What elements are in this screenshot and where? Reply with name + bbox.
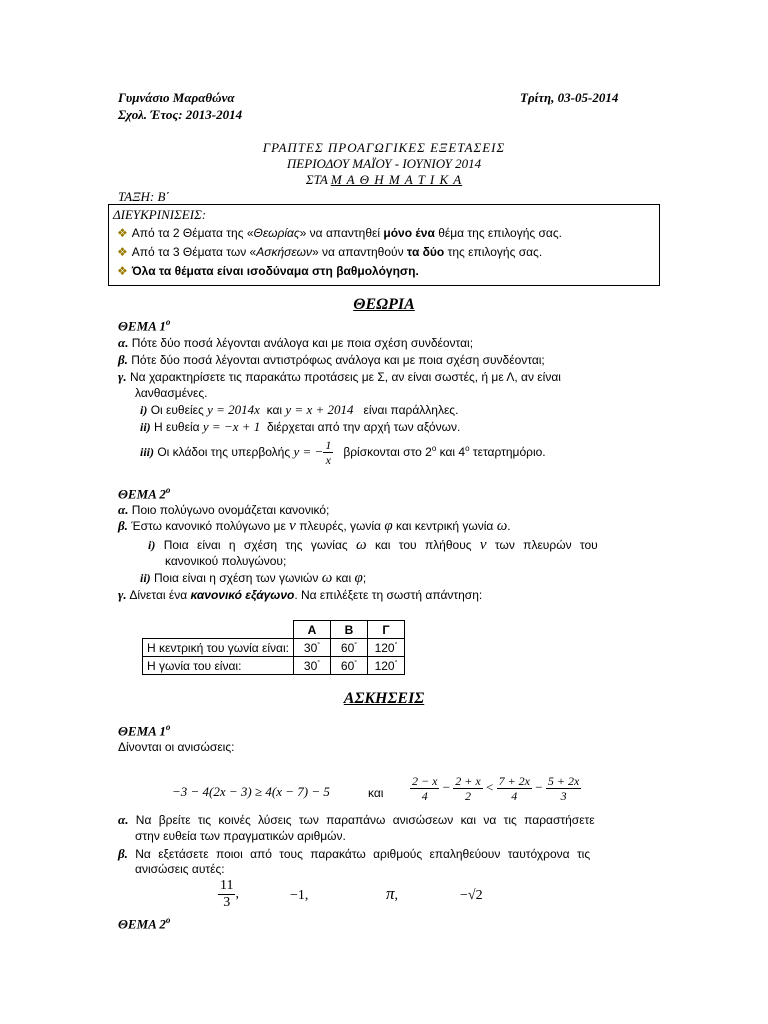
degree-sign: ° <box>394 659 398 667</box>
theory-q2-b-pre: Έστω κανονικό πολύγωνο με <box>131 519 286 533</box>
theory-q2-sup: ο <box>165 485 171 495</box>
theory-q1-i-eq1: y = 2014x <box>207 402 260 417</box>
fraction-numerator: 7 + 2x <box>498 774 530 788</box>
class-label: ΤΑΞΗ: Β΄ <box>118 189 170 204</box>
omega-symbol: ω <box>496 518 508 534</box>
theory-q1-iii-eq: y = − <box>293 444 324 459</box>
theory-q1-i-mid: και <box>266 403 283 417</box>
theory-q2-a-text: Ποιο πολύγωνο ονομάζεται κανονικό; <box>131 503 330 517</box>
fraction-denominator: x <box>325 453 331 468</box>
fraction-denominator: 2 <box>465 789 471 803</box>
fraction-1 <box>410 774 439 803</box>
table-row <box>143 639 405 657</box>
degree-sign: ° <box>317 659 321 667</box>
theory-q2-ii <box>140 570 366 587</box>
fraction-numerator: 11 <box>220 878 234 893</box>
cell-value: 60 <box>340 658 355 673</box>
theory-heading: ΘΕΩΡΙΑ <box>353 296 415 313</box>
sup-1: ο <box>431 444 437 453</box>
exercise-q1-intro: Δίνονται οι ανισώσεις: <box>118 740 235 754</box>
instruction-item-3 <box>117 264 419 278</box>
exercise-q1-a <box>118 812 595 828</box>
title-line3 <box>0 172 768 188</box>
instructions-title: ΔΙΕΥΚΡΙΝΙΣΕΙΣ: <box>113 207 207 222</box>
instruction-item-2 <box>117 245 542 259</box>
theory-q1-a-text: Πότε δύο ποσά λέγονται ανάλογα και με ποια σχέση συνδέονται; <box>131 336 474 350</box>
theory-q2-ii-mid: και <box>335 571 352 585</box>
title-line1: ΓΡΑΠΤΕΣ ΠΡΟΑΓΩΓΙΚΕΣ ΕΞΕΤΑΣΕΙΣ <box>262 140 506 155</box>
table-corner <box>143 621 294 639</box>
omega-symbol: ω <box>321 570 333 586</box>
inequality-and: και <box>368 786 384 800</box>
exercises-heading: ΑΣΚΗΣΕΙΣ <box>343 690 425 707</box>
theory-q2-b-mid2: και κεντρική γωνία <box>395 519 494 533</box>
fraction-numerator: 1 <box>325 438 332 453</box>
omega-symbol: ω <box>356 537 367 553</box>
degree-sign: ° <box>354 659 358 667</box>
cell-value: 60 <box>340 640 355 655</box>
diamond-bullet-icon: ❖ <box>117 226 128 240</box>
theory-q1-i <box>140 402 458 418</box>
theory-q2-b-mid: πλευρές, γωνία <box>299 519 381 533</box>
instruction-1-c: » να απαντηθεί <box>299 226 384 240</box>
theory-q2-i-label: i) <box>148 538 156 552</box>
table-cell <box>331 639 368 657</box>
theory-q2-b-label: β. <box>118 518 128 533</box>
theory-q1-i-label: i) <box>140 403 148 417</box>
theory-q1-ii-eq: y = −x + 1 <box>202 419 261 434</box>
title-line3-prefix: ΣΤΑ <box>305 172 331 187</box>
degree-sign: ° <box>394 641 398 649</box>
theory-q1-iii <box>140 434 546 467</box>
fraction-denominator: 3 <box>560 789 567 803</box>
table-cell <box>368 639 405 657</box>
theory-q1-c <box>118 369 561 385</box>
theory-q1-a-label: α. <box>118 335 129 350</box>
hyperbola-fraction <box>323 438 333 467</box>
theory-q1-i-pre: Οι ευθείες <box>150 403 204 417</box>
theory-q2-c-pre: Δίνεται ένα <box>129 588 188 602</box>
theory-q2-i-mid: και του πλήθους <box>374 538 472 552</box>
theory-q2-a <box>118 502 329 518</box>
fraction-2 <box>453 774 482 803</box>
instruction-1-e: θέμα της επιλογής σας. <box>434 226 562 240</box>
question-mark: ; <box>362 571 367 585</box>
theory-q1-c-label: γ. <box>118 369 127 384</box>
table-row <box>143 657 405 675</box>
fraction-numerator: 5 + 2x <box>547 774 580 788</box>
instruction-2-b: Ασκήσεων <box>256 245 312 259</box>
comma: , <box>394 888 399 903</box>
instruction-item-1 <box>117 226 562 240</box>
instruction-2-c: » να απαντηθούν <box>312 245 407 259</box>
title-subject: Μ Α Θ Η Μ Α Τ Ι Κ Α <box>330 172 463 187</box>
theory-q2-b <box>118 518 511 535</box>
table-row-label: Η κεντρική του γωνία είναι: <box>143 639 294 657</box>
table-cell <box>331 657 368 675</box>
theory-q2-i-pre: Ποια είναι η σχέση της γωνίας <box>163 538 348 552</box>
table-header: Β <box>331 621 368 639</box>
instruction-1-b: Θεωρίας <box>253 226 300 240</box>
instruction-3-a: Όλα τα θέματα είναι ισοδύναμα στη βαθμολόγηση. <box>131 264 419 278</box>
exercise-q2-title-text: ΘΕΜΑ 2 <box>118 916 166 932</box>
exercise-q1-sup: ο <box>165 722 171 732</box>
table-header-row <box>143 621 405 639</box>
nu-symbol: ν <box>479 537 487 553</box>
test-number-minus-one: −1, <box>290 888 309 903</box>
exercise-q1-title-text: ΘΕΜΑ 1 <box>118 723 166 739</box>
fraction-numerator: 2 + x <box>455 774 481 788</box>
fraction-numerator: 2 − x <box>412 774 438 788</box>
exercise-q1-title <box>118 722 170 739</box>
table-header: Γ <box>368 621 405 639</box>
exercise-q2-sup: ο <box>165 915 171 925</box>
theory-q1-ii-post: διέρχεται από την αρχή των αξόνων. <box>266 420 461 434</box>
comma: , <box>235 886 239 902</box>
instruction-1-d: μόνο ένα <box>383 226 435 240</box>
theory-q1-i-eq2: y = x + 2014 <box>285 402 354 417</box>
theory-q1-ii-label: ii) <box>140 420 151 434</box>
theory-q2-title-text: ΘΕΜΑ 2 <box>118 486 166 502</box>
less-than-sign: < <box>485 779 494 795</box>
theory-q2-ii-pre: Ποια είναι η σχέση των γωνιών <box>154 571 319 585</box>
inequality-1: −3 − 4(2x − 3) ≥ 4(x − 7) − 5 <box>172 784 330 799</box>
test-number-fraction <box>218 878 239 911</box>
cell-value: 120 <box>374 640 395 655</box>
theory-q2-c-post: . Να επιλέξετε τη σωστή απάντηση: <box>294 588 483 602</box>
phi-symbol: φ <box>384 518 393 534</box>
theory-q2-c-label: γ. <box>118 587 127 602</box>
theory-q2-i <box>148 537 598 554</box>
answer-table <box>142 620 405 675</box>
cell-value: 30 <box>303 658 318 673</box>
school-name: Γυμνάσιο Μαραθώνα <box>118 90 235 105</box>
theory-q1-iii-post3: τεταρτημόριο. <box>469 445 546 459</box>
theory-q1-c-text1: Να χαρακτηρίσετε τις παρακάτω προτάσεις με Σ, αν είναι σωστές, ή με Λ, αν είναι <box>130 370 561 384</box>
period: . <box>507 519 511 533</box>
theory-q1-b <box>118 352 545 368</box>
table-cell <box>294 639 331 657</box>
title-line2: ΠΕΡΙΟΔΟΥ ΜΑΪΟΥ - ΙΟΥΝΙΟΥ 2014 <box>286 156 482 171</box>
test-number-pi <box>386 884 398 904</box>
exercise-q1-b <box>118 846 590 862</box>
school-year: Σχολ. Έτος: 2013-2014 <box>118 107 243 122</box>
fraction-denominator: 3 <box>223 895 231 910</box>
theory-q1-i-post: είναι παράλληλες. <box>363 403 459 417</box>
theory-q1-ii <box>140 419 460 435</box>
diamond-bullet-icon: ❖ <box>117 245 128 259</box>
theory-q1-title <box>118 317 170 334</box>
theory-q1-b-label: β. <box>118 352 128 367</box>
table-cell <box>368 657 405 675</box>
theory-q2-c <box>118 587 482 603</box>
exercise-q1-a-text2: στην ευθεία των πραγματικών αριθμών. <box>135 829 346 843</box>
exercise-q1-b-label: β. <box>118 846 128 861</box>
degree-sign: ° <box>354 641 358 649</box>
theory-q1-sup: ο <box>165 317 171 327</box>
fraction-3 <box>497 774 532 803</box>
exercise-q2-title <box>118 915 170 932</box>
theory-q2-a-label: α. <box>118 502 129 517</box>
phi-symbol: φ <box>354 570 363 586</box>
table-cell <box>294 657 331 675</box>
theory-q2-ii-label: ii) <box>140 571 151 585</box>
theory-q1-iii-post2: και 4 <box>436 445 466 459</box>
table-header: Α <box>294 621 331 639</box>
theory-q1-title-text: ΘΕΜΑ 1 <box>118 318 166 334</box>
degree-sign: ° <box>317 641 321 649</box>
cell-value: 120 <box>374 658 395 673</box>
nu-symbol: ν <box>289 518 296 534</box>
instruction-2-e: της επιλογής σας. <box>444 245 543 259</box>
theory-q2-i-line2: κανονικού πολυγώνου; <box>165 554 287 568</box>
instructions-box <box>108 204 660 286</box>
inequality-2 <box>410 774 581 803</box>
theory-q2-title <box>118 485 170 502</box>
theory-q2-c-bold: κανονικό εξάγωνο <box>190 588 295 602</box>
theory-q1-iii-label: iii) <box>140 445 154 459</box>
exercise-q1-b-text1: Να εξετάσετε ποιοι από τους παρακάτω αριθμούς επαληθεύουν ταυτόχρονα τις <box>135 847 591 861</box>
table-row-label: Η γωνία του είναι: <box>143 657 294 675</box>
theory-q1-iii-pre: Οι κλάδοι της υπερβολής <box>157 445 291 459</box>
fraction-4 <box>546 774 581 803</box>
pi-symbol: π <box>386 884 395 903</box>
exercise-q1-a-text1: Να βρείτε τις κοινές λύσεις των παραπάνω ανισώσεων και να τις παραστήσετε <box>135 813 595 827</box>
minus-sign: − <box>535 779 543 795</box>
eleven-thirds <box>218 878 235 911</box>
sup-2: ο <box>465 444 470 453</box>
exercise-q1-a-label: α. <box>118 812 129 827</box>
exam-date: Τρίτη, 03-05-2014 <box>520 90 619 105</box>
instruction-2-a: Από τα 3 Θέματα των « <box>131 245 257 259</box>
fraction-denominator: 4 <box>421 789 428 803</box>
theory-q1-ii-pre: Η ευθεία <box>154 420 200 434</box>
theory-q1-iii-post1: βρίσκονται στο 2 <box>343 445 432 459</box>
minus-sign: − <box>442 779 451 795</box>
exercise-q1-b-text2: ανισώσεις αυτές: <box>135 862 225 876</box>
cell-value: 30 <box>303 640 318 655</box>
theory-q1-c-text2: λανθασμένες. <box>135 386 208 400</box>
theory-q1-a <box>118 335 473 351</box>
fraction-denominator: 4 <box>511 789 518 803</box>
instruction-1-a: Από τα 2 Θέματα της « <box>131 226 254 240</box>
instruction-2-d: τα δύο <box>406 245 445 259</box>
theory-q2-i-post: των πλευρών του <box>494 538 598 552</box>
theory-q1-b-text: Πότε δύο ποσά λέγονται αντιστρόφως ανάλογα και με ποια σχέση συνδέονται; <box>131 353 545 367</box>
test-number-minus-sqrt2: −√2 <box>460 888 483 903</box>
diamond-bullet-icon: ❖ <box>117 264 128 278</box>
